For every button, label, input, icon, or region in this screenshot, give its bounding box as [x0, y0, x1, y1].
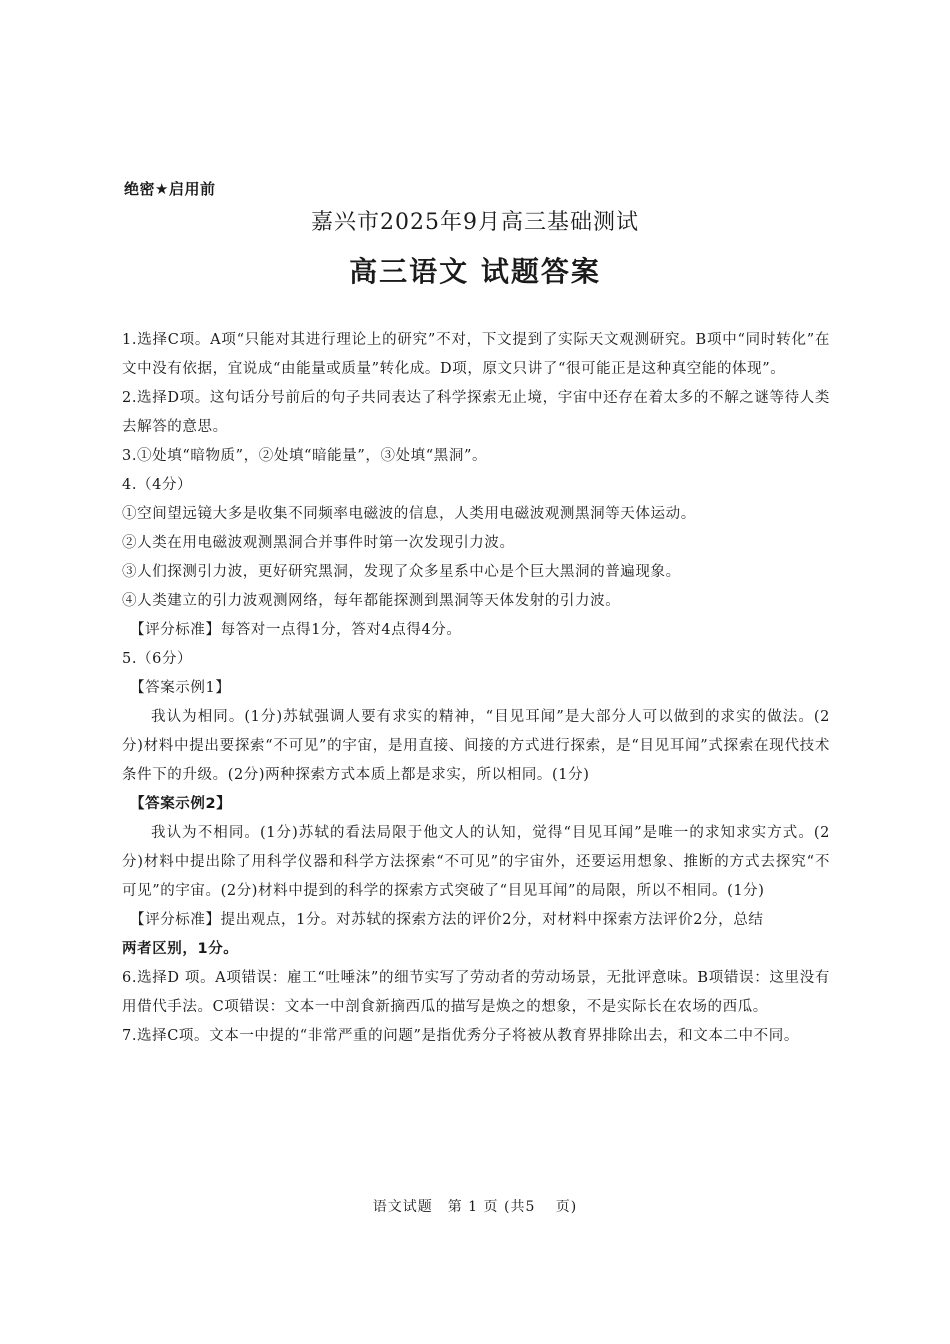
subject-title: 高三语文 试题答案 [349, 255, 601, 288]
answer-q4-point-4: ④人类建立的引力波观测网络，每年都能探测到黑洞等天体发射的引力波。 [122, 593, 621, 609]
answer-q5-example2: 我认为不相同。(1分)苏轼的看法局限于他文人的认知，觉得“目见耳闻”是唯一的求知求实方式。(2分)材料中提出除了用科学仪器和科学方法探索“不可见”的宇宙外，还要运用想象、推断的方式去探究“不可见”的宇宙。(2分)材料中提到的科学的探索方式突破了“目见耳闻”的局限，所以不相同。(1分) [122, 825, 830, 899]
answer-q5-example1-label: 【答案示例1】 [130, 680, 231, 696]
answer-q4-point-2: ②人类在用电磁波观测黑洞合并事件时第一次发现引力波。 [122, 535, 515, 551]
page-footer: 语文试题 第 1 页 (共5 页) [372, 1199, 578, 1215]
answer-q7: 7.选择C项。文本一中提的“非常严重的问题”是指优秀分子将被从教育界排除出去，和文本二中不同。 [122, 1028, 799, 1044]
answer-q1: 1.选择C项。A项“只能对其进行理论上的研究”不对，下文提到了实际天文观测研究。B项中“同时转化”在文中没有依据，宜说成“由能量或质量”转化成。D项，原文只讲了“很可能正是这种真空能的体现”。 [122, 332, 830, 377]
answer-q4-point-1: ①空间望远镜大多是收集不同频率电磁波的信息，人类用电磁波观测黑洞等天体运动。 [122, 506, 696, 522]
confidential-mark: 绝密★启用前 [124, 180, 216, 198]
answer-q3: 3.①处填“暗物质”，②处填“暗能量”，③处填“黑洞”。 [122, 448, 488, 464]
answer-q5-scoring: 【评分标准】提出观点，1分。对苏轼的探索方法的评价2分，对材料中探索方法评价2分，总结 [130, 912, 764, 928]
answer-q5-example1: 我认为相同。(1分)苏轼强调人要有求实的精神，“目见耳闻”是大部分人可以做到的求实的做法。(2分)材料中提出要探索“不可见”的宇宙，是用直接、间接的方式进行探索，是“目见耳闻”式探索在现代技术条件下的升级。(2分)两种探索方式本质上都是求实，所以相同。(1分) [122, 709, 830, 783]
answer-q2: 2.选择D项。这句话分号前后的句子共同表达了科学探索无止境，宇宙中还存在着太多的不解之谜等待人类去解答的意思。 [122, 390, 830, 435]
answer-q6: 6.选择D 项。A项错误：雇工“吐唾沫”的细节实写了劳动者的劳动场景，无批评意味。B项错误：这里没有用借代手法。C项错误：文本一中剖食新摘西瓜的描写是焕之的想象，不是实际长在农场的西瓜。 [122, 970, 830, 1015]
answer-q5-heading: 5.（6分） [122, 651, 193, 667]
answer-q5-example2-label: 【答案示例2】 [130, 796, 232, 812]
answer-q4-point-3: ③人们探测引力波，更好研究黑洞，发现了众多星系中心是个巨大黑洞的普遍现象。 [122, 564, 681, 580]
answer-q4-heading: 4.（4分） [122, 477, 193, 493]
answer-q4-scoring: 【评分标准】每答对一点得1分，答对4点得4分。 [130, 622, 462, 638]
answer-q5-scoring-tail: 两者区别，1分。 [122, 941, 239, 957]
exam-title: 嘉兴市2025年9月高三基础测试 [311, 210, 639, 235]
answers-body [122, 326, 830, 1051]
